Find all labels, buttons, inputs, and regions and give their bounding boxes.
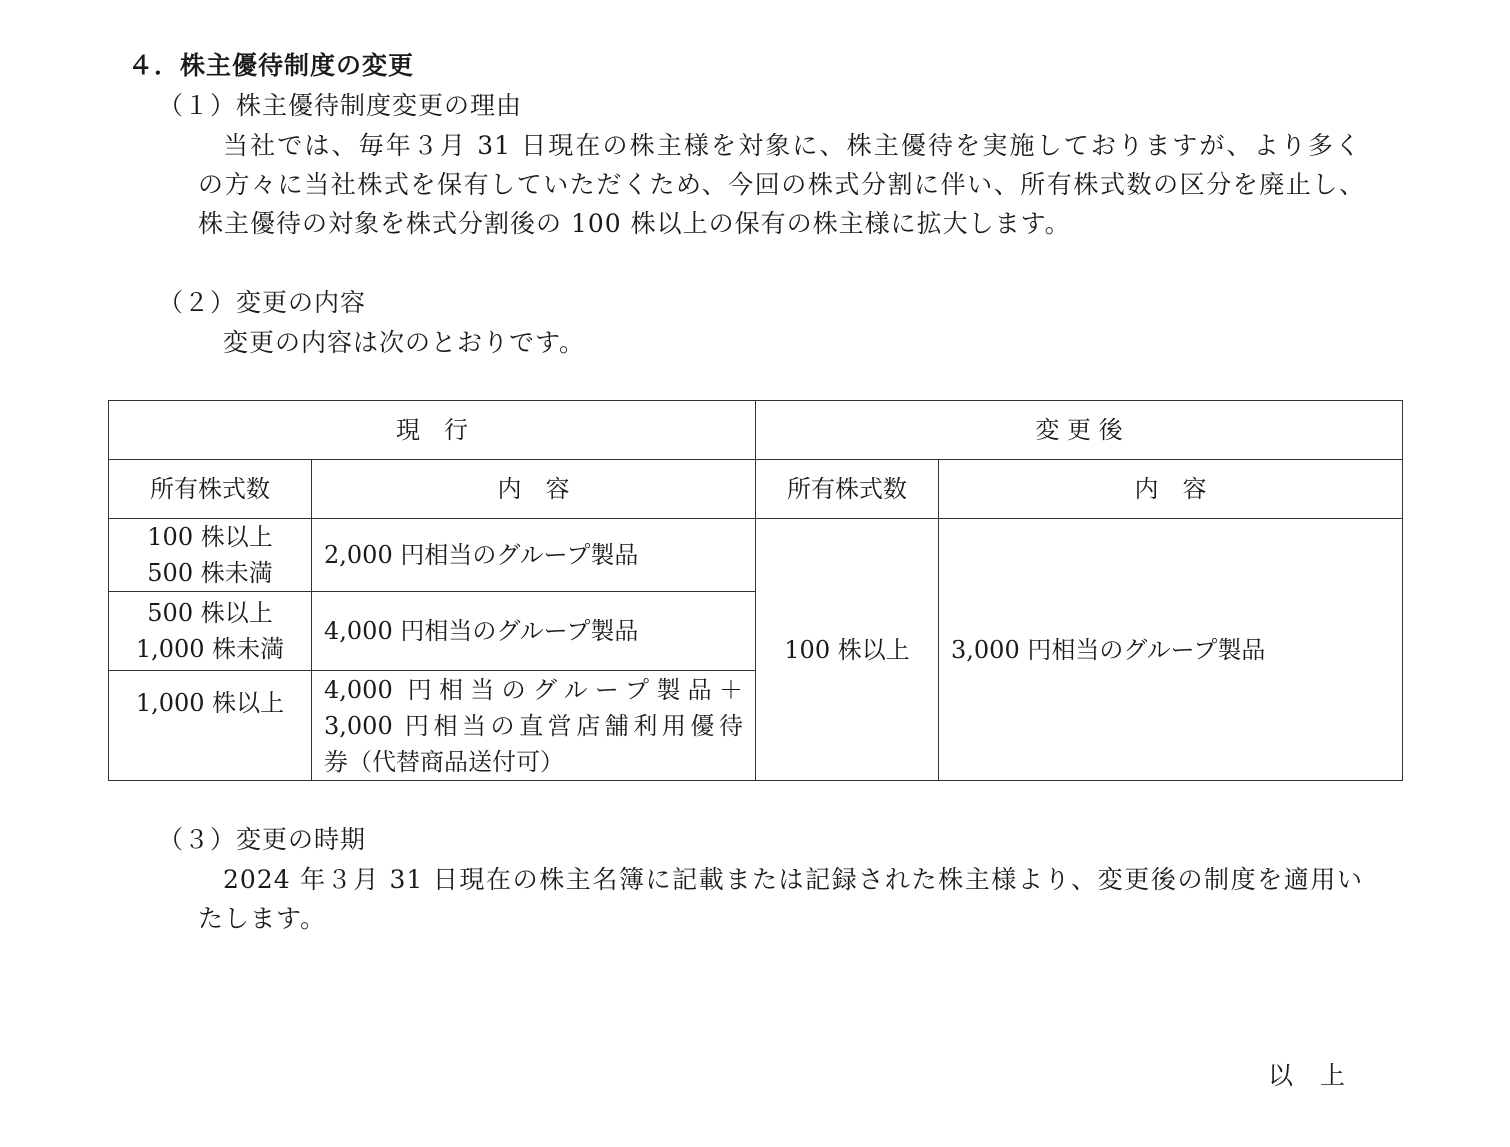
after-content-header: 内 容 <box>939 460 1403 519</box>
reason-line-3: 株主優待の対象を株式分割後の 100 株以上の保有の株主様に拡大します。 <box>198 209 1071 238</box>
shares-line: 500 株以上 <box>147 599 273 627</box>
shares-line: 500 株未満 <box>147 559 273 587</box>
content-heading: （２）変更の内容 <box>158 288 367 317</box>
reason-line-1: 当社では、毎年３月 31 日現在の株主様を対象に、株主優待を実施しておりますが、より多く <box>223 131 1361 160</box>
timing-line-2: たします。 <box>198 904 327 933</box>
after-shares-header: 所有株式数 <box>756 460 939 519</box>
after-content-cell: 3,000 円相当のグループ製品 <box>939 519 1403 781</box>
timing-line-1: 2024 年３月 31 日現在の株主名簿に記載または記録された株主様より、変更後の制度を適用い <box>223 865 1363 894</box>
after-header-cell <box>756 401 1403 460</box>
after-shares-cell: 100 株以上 <box>756 519 939 781</box>
table-row-3-content <box>312 671 756 781</box>
shares-line: 100 株以上 <box>147 523 273 551</box>
current-header: 現 行 <box>396 416 468 444</box>
table-row-1-content: 2,000 円相当のグループ製品 <box>312 519 756 592</box>
current-content-header: 内 容 <box>312 460 756 519</box>
content-line: 3,000 円相当の直営店舗利用優待 <box>324 711 743 740</box>
content-line: 券（代替商品送付可） <box>324 747 564 776</box>
closing-mark: 以 上 <box>1268 1061 1347 1090</box>
current-header-cell <box>109 401 756 460</box>
benefit-comparison-table <box>108 400 1403 781</box>
shares-line: 1,000 株未満 <box>135 635 285 663</box>
content-intro: 変更の内容は次のとおりです。 <box>223 328 586 357</box>
after-header: 変 更 後 <box>1035 416 1123 444</box>
table-row-2-shares <box>109 592 312 671</box>
reason-line-2: の方々に当社株式を保有していただくため、今回の株式分割に伴い、所有株式数の区分を廃止し、 <box>198 170 1365 199</box>
current-shares-header: 所有株式数 <box>109 460 312 519</box>
table-row-2-content: 4,000 円相当のグループ製品 <box>312 592 756 671</box>
content-line: 4,000 円相当のグループ製品＋ <box>324 675 743 704</box>
section-title: ４．株主優待制度の変更 <box>128 51 415 80</box>
reason-heading: （１）株主優待制度変更の理由 <box>158 91 523 120</box>
table-row-1-shares <box>109 519 312 592</box>
table-row-3-shares: 1,000 株以上 <box>109 671 312 781</box>
timing-heading: （３）変更の時期 <box>158 825 367 854</box>
